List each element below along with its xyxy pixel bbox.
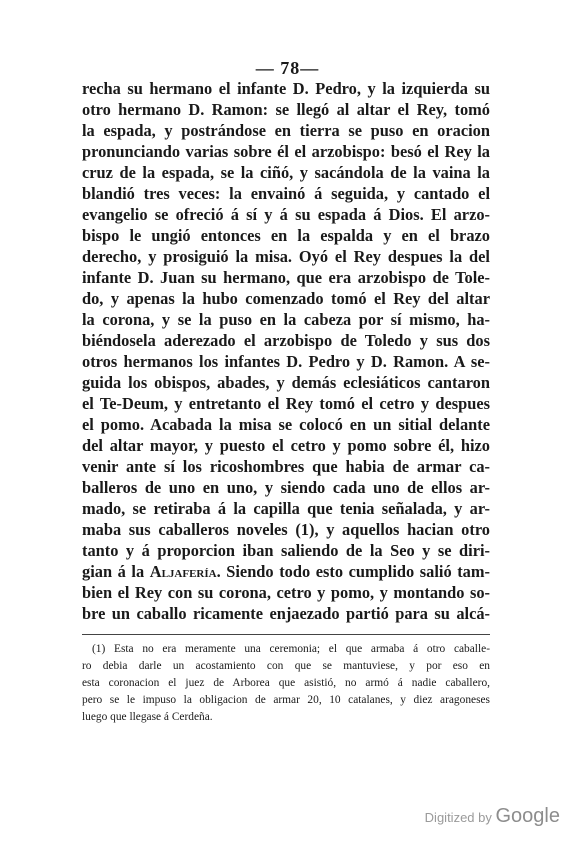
text-line: guida los obispos, abades, y demás eclesiáticos cantaron	[82, 373, 490, 392]
footnote	[82, 641, 490, 726]
text-line: venir ante sí los ricoshombres que habia de armar ca-	[82, 457, 490, 476]
text-line: biéndosela aderezado el arzobispo de Toledo y sus dos	[82, 331, 490, 350]
text-line: el pomo. Acabada la misa se colocó en un sitial delante	[82, 415, 490, 434]
footnote-line: pero se le impuso la obligacion de armar 20, 10 catalanes, y diez aragoneses	[82, 694, 490, 706]
text-line: bispo le ungió entonces en la espalda y en el brazo	[82, 226, 490, 245]
footnote-line: luego que llegase á Cerdeña.	[82, 711, 213, 723]
text-line: del altar mayor, y puesto el cetro y pomo sobre él, hizo	[82, 436, 490, 455]
footnote-line: ro debia darle un acostamiento con que se mantuviese, y por eso en	[82, 660, 490, 672]
text-line: otro hermano D. Ramon: se llegó al altar el Rey, tomó	[82, 100, 490, 119]
footnote-divider	[82, 634, 490, 635]
text-line: la espada, y postrándose en tierra se puso en oracion	[82, 121, 490, 140]
text-line: do, y apenas la hubo comenzado tomó el Rey del altar	[82, 289, 490, 308]
text-line: infante D. Juan su hermano, que era arzobispo de Tole-	[82, 268, 490, 287]
text-line: recha su hermano el infante D. Pedro, y la izquierda su	[82, 79, 490, 98]
text-line: blandió tres veces: la envainó á seguida, y cantado el	[82, 184, 490, 203]
watermark-prefix: Digitized by	[424, 810, 492, 825]
text-line: cruz de la espada, se la ciñó, y sacándola de la vaina la	[82, 163, 490, 182]
text-line: bien el Rey con su corona, cetro y pomo, y montando so-	[82, 583, 490, 602]
text-line: balleros de uno en uno, y siendo cada uno de ellos ar-	[82, 478, 490, 497]
text-line: pronunciando varias sobre él el arzobispo: besó el Rey la	[82, 142, 490, 161]
page-number: — 78—	[255, 58, 320, 78]
text-line: el Te-Deum, y entretanto el Rey tomó el cetro y despues	[82, 394, 490, 413]
body-text	[82, 78, 490, 624]
text-line: evangelio se ofreció á sí y á su espada á Dios. El arzo-	[82, 205, 490, 224]
footnote-line: (1) Esta no era meramente una ceremonia; el que armaba á otro caballe-	[92, 643, 490, 655]
place-name: Aljafería	[149, 562, 217, 581]
text-line: mado, se retiraba á la capilla que tenia señalada, y ar-	[82, 499, 490, 518]
text-line: tanto y á proporcion iban saliendo de la Seo y se diri-	[82, 541, 490, 560]
text-line: otros hermanos los infantes D. Pedro y D. Ramon. A se-	[82, 352, 490, 371]
text-line: maba sus caballeros noveles (1), y aquellos hacian otro	[82, 520, 490, 539]
footnote-line: esta coronacion el juez de Arborea que asistió, no armó á nadie caballero,	[82, 677, 490, 689]
text-line: la corona, y se la puso en la cabeza por sí mismo, ha-	[82, 310, 490, 329]
text-line: gian á la Aljafería. Siendo todo esto cumplido salió tam-	[82, 562, 490, 581]
watermark-brand: Google	[495, 805, 560, 827]
text-line: bre un caballo ricamente enjaezado partió para su alcá-	[82, 604, 490, 623]
digitized-watermark	[425, 805, 560, 828]
text-line: derecho, y prosiguió la misa. Oyó el Rey despues la del	[82, 247, 490, 266]
